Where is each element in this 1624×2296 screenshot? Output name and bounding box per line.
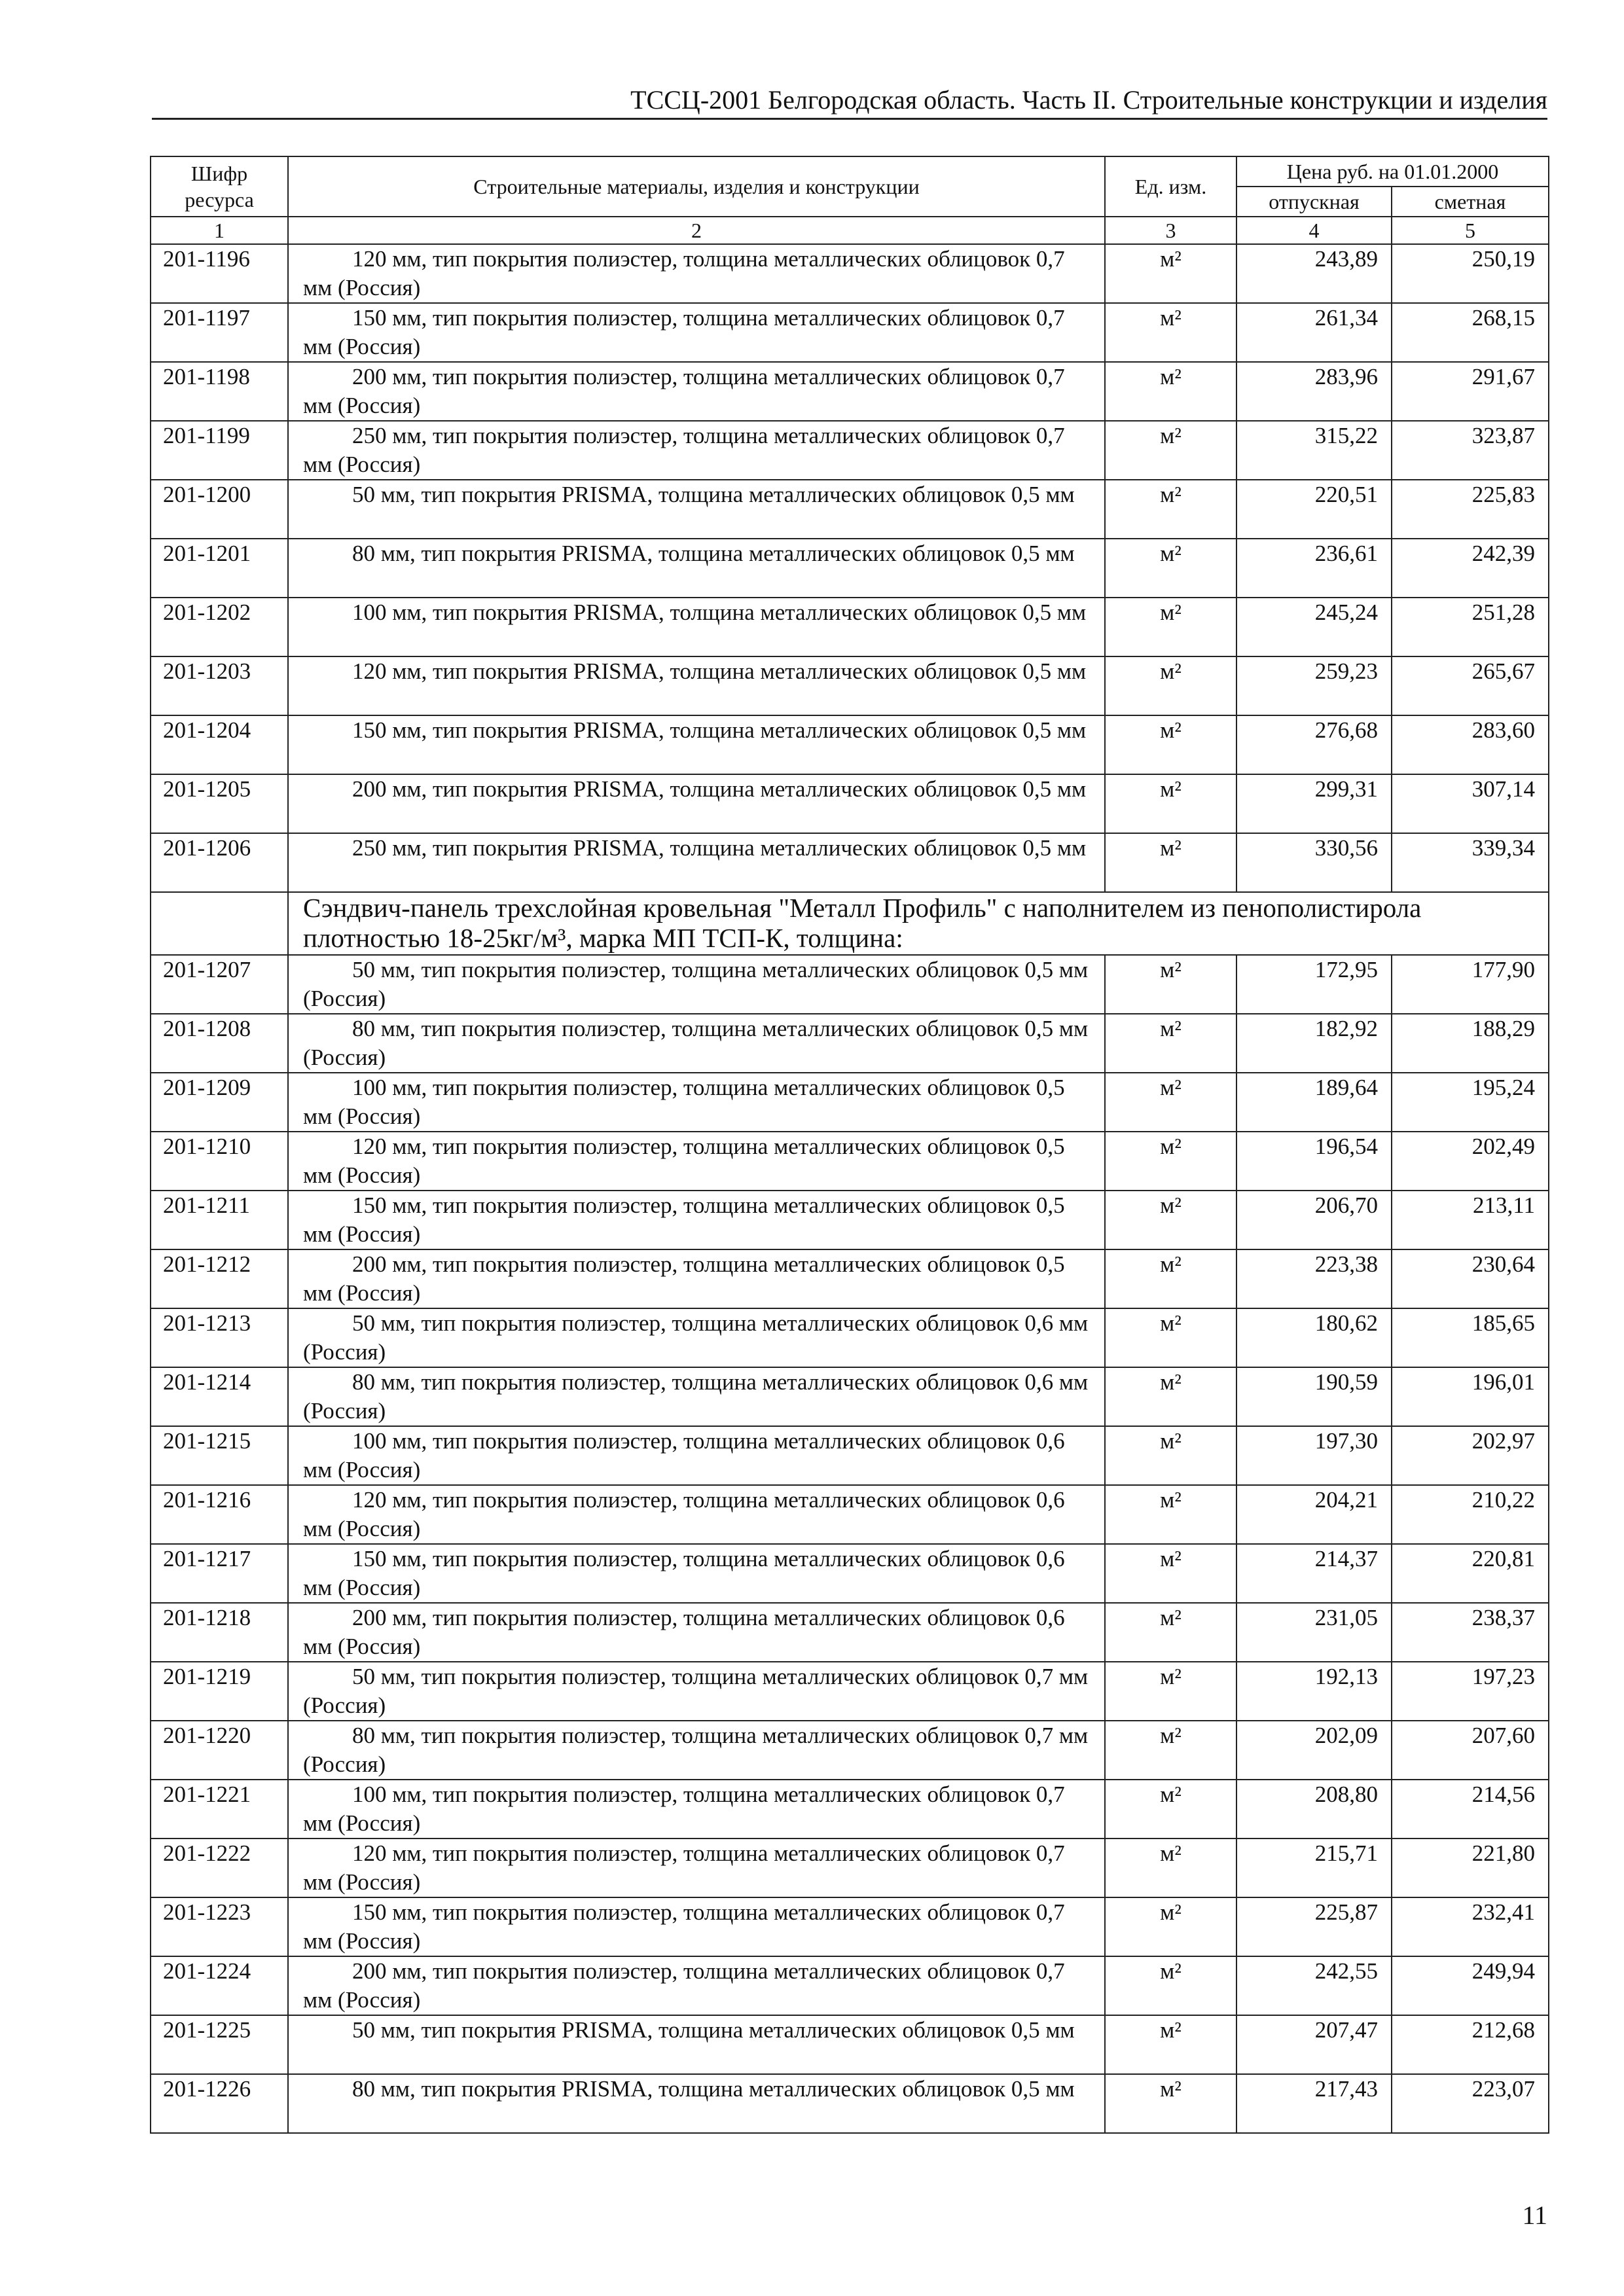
resource-code: 201-1213 bbox=[151, 1308, 288, 1367]
item-description-text: 150 мм, тип покрытия полиэстер, толщина металлических облицовок 0,6 мм (Россия) bbox=[303, 1546, 1065, 1600]
item-description bbox=[288, 1544, 1105, 1603]
unit-of-measure: м² bbox=[1105, 480, 1236, 539]
resource-code: 201-1210 bbox=[151, 1132, 288, 1191]
unit-of-measure: м² bbox=[1105, 598, 1236, 656]
unit-of-measure: м² bbox=[1105, 656, 1236, 715]
release-price: 207,47 bbox=[1236, 2015, 1392, 2074]
group-title: Сэндвич-панель трехслойная кровельная "Металл Профиль" с наполнителем из пенополистирола плотностью 18-25кг/м³, марка МП ТСП-К, толщина: bbox=[288, 892, 1549, 955]
unit-of-measure: м² bbox=[1105, 244, 1236, 303]
table-row bbox=[151, 656, 1549, 715]
table-row bbox=[151, 1191, 1549, 1249]
resource-code: 201-1205 bbox=[151, 774, 288, 833]
estimate-price: 268,15 bbox=[1392, 303, 1549, 362]
item-description-text: 80 мм, тип покрытия PRISMA, толщина металлических облицовок 0,5 мм bbox=[352, 2076, 1075, 2102]
resource-code: 201-1201 bbox=[151, 539, 288, 598]
item-description bbox=[288, 2015, 1105, 2074]
resource-code: 201-1218 bbox=[151, 1603, 288, 1662]
item-description-text: 120 мм, тип покрытия полиэстер, толщина металлических облицовок 0,5 мм (Россия) bbox=[303, 1134, 1065, 1188]
table-row bbox=[151, 1839, 1549, 1897]
estimate-price: 323,87 bbox=[1392, 421, 1549, 480]
estimate-price: 177,90 bbox=[1392, 955, 1549, 1014]
table-row bbox=[151, 1603, 1549, 1662]
resource-code: 201-1207 bbox=[151, 955, 288, 1014]
table-row bbox=[151, 2074, 1549, 2133]
item-description-text: 200 мм, тип покрытия полиэстер, толщина металлических облицовок 0,7 мм (Россия) bbox=[303, 1958, 1065, 2013]
table-row bbox=[151, 833, 1549, 892]
table-row bbox=[151, 1897, 1549, 1956]
table-row bbox=[151, 1073, 1549, 1132]
unit-of-measure: м² bbox=[1105, 1132, 1236, 1191]
unit-of-measure: м² bbox=[1105, 539, 1236, 598]
item-description bbox=[288, 244, 1105, 303]
unit-of-measure: м² bbox=[1105, 1721, 1236, 1780]
resource-code: 201-1198 bbox=[151, 362, 288, 421]
group-code-cell bbox=[151, 892, 288, 955]
item-description bbox=[288, 1662, 1105, 1721]
unit-of-measure: м² bbox=[1105, 2074, 1236, 2133]
unit-of-measure: м² bbox=[1105, 362, 1236, 421]
price-table bbox=[150, 156, 1549, 2134]
estimate-price: 202,97 bbox=[1392, 1426, 1549, 1485]
item-description bbox=[288, 1367, 1105, 1426]
estimate-price: 291,67 bbox=[1392, 362, 1549, 421]
estimate-price: 265,67 bbox=[1392, 656, 1549, 715]
estimate-price: 230,64 bbox=[1392, 1249, 1549, 1308]
release-price: 223,38 bbox=[1236, 1249, 1392, 1308]
table-row bbox=[151, 1014, 1549, 1073]
estimate-price: 210,22 bbox=[1392, 1485, 1549, 1544]
release-price: 236,61 bbox=[1236, 539, 1392, 598]
item-description-text: 200 мм, тип покрытия PRISMA, толщина металлических облицовок 0,5 мм bbox=[352, 776, 1087, 802]
unit-of-measure: м² bbox=[1105, 774, 1236, 833]
item-description-text: 50 мм, тип покрытия полиэстер, толщина металлических облицовок 0,5 мм (Россия) bbox=[303, 957, 1089, 1011]
release-price: 189,64 bbox=[1236, 1073, 1392, 1132]
estimate-price: 212,68 bbox=[1392, 2015, 1549, 2074]
release-price: 192,13 bbox=[1236, 1662, 1392, 1721]
release-price: 283,96 bbox=[1236, 362, 1392, 421]
resource-code: 201-1204 bbox=[151, 715, 288, 774]
header-price-group: Цена руб. на 01.01.2000 bbox=[1236, 156, 1549, 187]
resource-code: 201-1224 bbox=[151, 1956, 288, 2015]
resource-code: 201-1197 bbox=[151, 303, 288, 362]
estimate-price: 251,28 bbox=[1392, 598, 1549, 656]
item-description bbox=[288, 955, 1105, 1014]
table-row bbox=[151, 539, 1549, 598]
table-row bbox=[151, 1780, 1549, 1839]
table-row bbox=[151, 1662, 1549, 1721]
unit-of-measure: м² bbox=[1105, 421, 1236, 480]
item-description-text: 100 мм, тип покрытия полиэстер, толщина металлических облицовок 0,5 мм (Россия) bbox=[303, 1075, 1065, 1129]
resource-code: 201-1215 bbox=[151, 1426, 288, 1485]
resource-code: 201-1209 bbox=[151, 1073, 288, 1132]
unit-of-measure: м² bbox=[1105, 1485, 1236, 1544]
item-description bbox=[288, 774, 1105, 833]
estimate-price: 221,80 bbox=[1392, 1839, 1549, 1897]
release-price: 206,70 bbox=[1236, 1191, 1392, 1249]
item-description bbox=[288, 1956, 1105, 2015]
resource-code: 201-1225 bbox=[151, 2015, 288, 2074]
estimate-price: 242,39 bbox=[1392, 539, 1549, 598]
item-description-text: 200 мм, тип покрытия полиэстер, толщина металлических облицовок 0,5 мм (Россия) bbox=[303, 1251, 1065, 1306]
unit-of-measure: м² bbox=[1105, 715, 1236, 774]
document-title: ТССЦ-2001 Белгородская область. Часть II. Строительные конструкции и изделия bbox=[630, 85, 1547, 115]
item-description-text: 80 мм, тип покрытия полиэстер, толщина металлических облицовок 0,5 мм (Россия) bbox=[303, 1016, 1089, 1070]
item-description-text: 80 мм, тип покрытия полиэстер, толщина металлических облицовок 0,7 мм (Россия) bbox=[303, 1723, 1089, 1777]
resource-code: 201-1206 bbox=[151, 833, 288, 892]
release-price: 225,87 bbox=[1236, 1897, 1392, 1956]
item-description-text: 50 мм, тип покрытия PRISMA, толщина металлических облицовок 0,5 мм bbox=[352, 2017, 1075, 2043]
item-description-text: 250 мм, тип покрытия PRISMA, толщина металлических облицовок 0,5 мм bbox=[352, 835, 1087, 861]
item-description bbox=[288, 656, 1105, 715]
estimate-price: 188,29 bbox=[1392, 1014, 1549, 1073]
resource-code: 201-1212 bbox=[151, 1249, 288, 1308]
item-description-text: 200 мм, тип покрытия полиэстер, толщина металлических облицовок 0,6 мм (Россия) bbox=[303, 1605, 1065, 1659]
release-price: 208,80 bbox=[1236, 1780, 1392, 1839]
table-row bbox=[151, 1426, 1549, 1485]
unit-of-measure: м² bbox=[1105, 1426, 1236, 1485]
release-price: 215,71 bbox=[1236, 1839, 1392, 1897]
item-description bbox=[288, 1249, 1105, 1308]
item-description bbox=[288, 833, 1105, 892]
item-description bbox=[288, 480, 1105, 539]
release-price: 204,21 bbox=[1236, 1485, 1392, 1544]
item-description bbox=[288, 362, 1105, 421]
item-description-text: 100 мм, тип покрытия полиэстер, толщина металлических облицовок 0,7 мм (Россия) bbox=[303, 1782, 1065, 1836]
resource-code: 201-1217 bbox=[151, 1544, 288, 1603]
table-row bbox=[151, 421, 1549, 480]
release-price: 197,30 bbox=[1236, 1426, 1392, 1485]
header-price-release: отпускная bbox=[1236, 187, 1392, 217]
unit-of-measure: м² bbox=[1105, 833, 1236, 892]
resource-code: 201-1220 bbox=[151, 1721, 288, 1780]
item-description-text: 250 мм, тип покрытия полиэстер, толщина металлических облицовок 0,7 мм (Россия) bbox=[303, 423, 1065, 477]
estimate-price: 307,14 bbox=[1392, 774, 1549, 833]
header-unit: Ед. изм. bbox=[1105, 156, 1236, 217]
resource-code: 201-1203 bbox=[151, 656, 288, 715]
resource-code: 201-1219 bbox=[151, 1662, 288, 1721]
estimate-price: 249,94 bbox=[1392, 1956, 1549, 2015]
header-desc: Строительные материалы, изделия и конструкции bbox=[288, 156, 1105, 217]
page-number: 11 bbox=[1522, 2200, 1547, 2230]
estimate-price: 207,60 bbox=[1392, 1721, 1549, 1780]
unit-of-measure: м² bbox=[1105, 1308, 1236, 1367]
release-price: 217,43 bbox=[1236, 2074, 1392, 2133]
release-price: 196,54 bbox=[1236, 1132, 1392, 1191]
unit-of-measure: м² bbox=[1105, 1191, 1236, 1249]
unit-of-measure: м² bbox=[1105, 2015, 1236, 2074]
estimate-price: 196,01 bbox=[1392, 1367, 1549, 1426]
resource-code: 201-1196 bbox=[151, 244, 288, 303]
resource-code: 201-1223 bbox=[151, 1897, 288, 1956]
table-row bbox=[151, 1721, 1549, 1780]
release-price: 214,37 bbox=[1236, 1544, 1392, 1603]
release-price: 182,92 bbox=[1236, 1014, 1392, 1073]
table-row bbox=[151, 303, 1549, 362]
table-row bbox=[151, 1485, 1549, 1544]
release-price: 190,59 bbox=[1236, 1367, 1392, 1426]
estimate-price: 213,11 bbox=[1392, 1191, 1549, 1249]
resource-code: 201-1221 bbox=[151, 1780, 288, 1839]
item-description bbox=[288, 1897, 1105, 1956]
estimate-price: 283,60 bbox=[1392, 715, 1549, 774]
header-code: Шифр ресурса bbox=[151, 156, 288, 217]
item-description-text: 150 мм, тип покрытия полиэстер, толщина металлических облицовок 0,5 мм (Россия) bbox=[303, 1193, 1065, 1247]
column-number: 1 bbox=[151, 217, 288, 244]
unit-of-measure: м² bbox=[1105, 955, 1236, 1014]
release-price: 172,95 bbox=[1236, 955, 1392, 1014]
estimate-price: 202,49 bbox=[1392, 1132, 1549, 1191]
unit-of-measure: м² bbox=[1105, 1897, 1236, 1956]
release-price: 315,22 bbox=[1236, 421, 1392, 480]
release-price: 259,23 bbox=[1236, 656, 1392, 715]
resource-code: 201-1226 bbox=[151, 2074, 288, 2133]
item-description bbox=[288, 598, 1105, 656]
unit-of-measure: м² bbox=[1105, 1249, 1236, 1308]
group-header-row bbox=[151, 892, 1549, 955]
estimate-price: 238,37 bbox=[1392, 1603, 1549, 1662]
release-price: 261,34 bbox=[1236, 303, 1392, 362]
item-description bbox=[288, 1721, 1105, 1780]
item-description bbox=[288, 303, 1105, 362]
release-price: 245,24 bbox=[1236, 598, 1392, 656]
item-description-text: 50 мм, тип покрытия полиэстер, толщина металлических облицовок 0,6 мм (Россия) bbox=[303, 1310, 1089, 1365]
table-row bbox=[151, 1308, 1549, 1367]
column-number: 5 bbox=[1392, 217, 1549, 244]
table-row bbox=[151, 362, 1549, 421]
unit-of-measure: м² bbox=[1105, 1780, 1236, 1839]
estimate-price: 220,81 bbox=[1392, 1544, 1549, 1603]
item-description-text: 100 мм, тип покрытия PRISMA, толщина металлических облицовок 0,5 мм bbox=[352, 600, 1087, 625]
table-header bbox=[151, 156, 1549, 244]
estimate-price: 225,83 bbox=[1392, 480, 1549, 539]
resource-code: 201-1208 bbox=[151, 1014, 288, 1073]
release-price: 202,09 bbox=[1236, 1721, 1392, 1780]
item-description-text: 50 мм, тип покрытия полиэстер, толщина металлических облицовок 0,7 мм (Россия) bbox=[303, 1664, 1089, 1718]
resource-code: 201-1211 bbox=[151, 1191, 288, 1249]
item-description bbox=[288, 1426, 1105, 1485]
table-row bbox=[151, 2015, 1549, 2074]
table-row bbox=[151, 955, 1549, 1014]
item-description bbox=[288, 539, 1105, 598]
unit-of-measure: м² bbox=[1105, 1073, 1236, 1132]
unit-of-measure: м² bbox=[1105, 1603, 1236, 1662]
estimate-price: 185,65 bbox=[1392, 1308, 1549, 1367]
item-description bbox=[288, 1603, 1105, 1662]
resource-code: 201-1199 bbox=[151, 421, 288, 480]
item-description bbox=[288, 421, 1105, 480]
item-description-text: 150 мм, тип покрытия полиэстер, толщина металлических облицовок 0,7 мм (Россия) bbox=[303, 305, 1065, 359]
table-row bbox=[151, 774, 1549, 833]
unit-of-measure: м² bbox=[1105, 1839, 1236, 1897]
unit-of-measure: м² bbox=[1105, 1956, 1236, 2015]
release-price: 299,31 bbox=[1236, 774, 1392, 833]
estimate-price: 223,07 bbox=[1392, 2074, 1549, 2133]
item-description-text: 150 мм, тип покрытия полиэстер, толщина металлических облицовок 0,7 мм (Россия) bbox=[303, 1899, 1065, 1954]
unit-of-measure: м² bbox=[1105, 1014, 1236, 1073]
unit-of-measure: м² bbox=[1105, 1367, 1236, 1426]
column-number: 2 bbox=[288, 217, 1105, 244]
estimate-price: 232,41 bbox=[1392, 1897, 1549, 1956]
resource-code: 201-1222 bbox=[151, 1839, 288, 1897]
release-price: 180,62 bbox=[1236, 1308, 1392, 1367]
column-number: 3 bbox=[1105, 217, 1236, 244]
item-description bbox=[288, 1485, 1105, 1544]
table-row bbox=[151, 244, 1549, 303]
page-header bbox=[152, 85, 1547, 120]
resource-code: 201-1200 bbox=[151, 480, 288, 539]
item-description-text: 150 мм, тип покрытия PRISMA, толщина металлических облицовок 0,5 мм bbox=[352, 717, 1087, 743]
table-body bbox=[151, 244, 1549, 2133]
table-row bbox=[151, 598, 1549, 656]
release-price: 220,51 bbox=[1236, 480, 1392, 539]
release-price: 242,55 bbox=[1236, 1956, 1392, 2015]
item-description-text: 120 мм, тип покрытия полиэстер, толщина металлических облицовок 0,7 мм (Россия) bbox=[303, 1840, 1065, 1895]
item-description bbox=[288, 1191, 1105, 1249]
estimate-price: 214,56 bbox=[1392, 1780, 1549, 1839]
table-row bbox=[151, 715, 1549, 774]
table-row bbox=[151, 480, 1549, 539]
item-description bbox=[288, 1073, 1105, 1132]
release-price: 330,56 bbox=[1236, 833, 1392, 892]
item-description bbox=[288, 1839, 1105, 1897]
item-description-text: 80 мм, тип покрытия PRISMA, толщина металлических облицовок 0,5 мм bbox=[352, 541, 1075, 566]
unit-of-measure: м² bbox=[1105, 303, 1236, 362]
release-price: 276,68 bbox=[1236, 715, 1392, 774]
resource-code: 201-1216 bbox=[151, 1485, 288, 1544]
item-description bbox=[288, 2074, 1105, 2133]
estimate-price: 195,24 bbox=[1392, 1073, 1549, 1132]
item-description bbox=[288, 1308, 1105, 1367]
estimate-price: 197,23 bbox=[1392, 1662, 1549, 1721]
header-price-estimate: сметная bbox=[1392, 187, 1549, 217]
item-description-text: 120 мм, тип покрытия полиэстер, толщина металлических облицовок 0,6 мм (Россия) bbox=[303, 1487, 1065, 1541]
column-number: 4 bbox=[1236, 217, 1392, 244]
estimate-price: 339,34 bbox=[1392, 833, 1549, 892]
resource-code: 201-1202 bbox=[151, 598, 288, 656]
release-price: 243,89 bbox=[1236, 244, 1392, 303]
item-description bbox=[288, 1014, 1105, 1073]
table-row bbox=[151, 1249, 1549, 1308]
item-description-text: 100 мм, тип покрытия полиэстер, толщина металлических облицовок 0,6 мм (Россия) bbox=[303, 1428, 1065, 1482]
item-description-text: 120 мм, тип покрытия полиэстер, толщина металлических облицовок 0,7 мм (Россия) bbox=[303, 246, 1065, 300]
table-row bbox=[151, 1367, 1549, 1426]
table-row bbox=[151, 1544, 1549, 1603]
item-description bbox=[288, 715, 1105, 774]
item-description bbox=[288, 1132, 1105, 1191]
unit-of-measure: м² bbox=[1105, 1544, 1236, 1603]
item-description-text: 200 мм, тип покрытия полиэстер, толщина металлических облицовок 0,7 мм (Россия) bbox=[303, 364, 1065, 418]
item-description-text: 80 мм, тип покрытия полиэстер, толщина металлических облицовок 0,6 мм (Россия) bbox=[303, 1369, 1089, 1424]
unit-of-measure: м² bbox=[1105, 1662, 1236, 1721]
estimate-price: 250,19 bbox=[1392, 244, 1549, 303]
table-row bbox=[151, 1956, 1549, 2015]
item-description-text: 120 мм, тип покрытия PRISMA, толщина металлических облицовок 0,5 мм bbox=[352, 658, 1087, 684]
release-price: 231,05 bbox=[1236, 1603, 1392, 1662]
item-description-text: 50 мм, тип покрытия PRISMA, толщина металлических облицовок 0,5 мм bbox=[352, 482, 1075, 507]
resource-code: 201-1214 bbox=[151, 1367, 288, 1426]
item-description bbox=[288, 1780, 1105, 1839]
table-row bbox=[151, 1132, 1549, 1191]
